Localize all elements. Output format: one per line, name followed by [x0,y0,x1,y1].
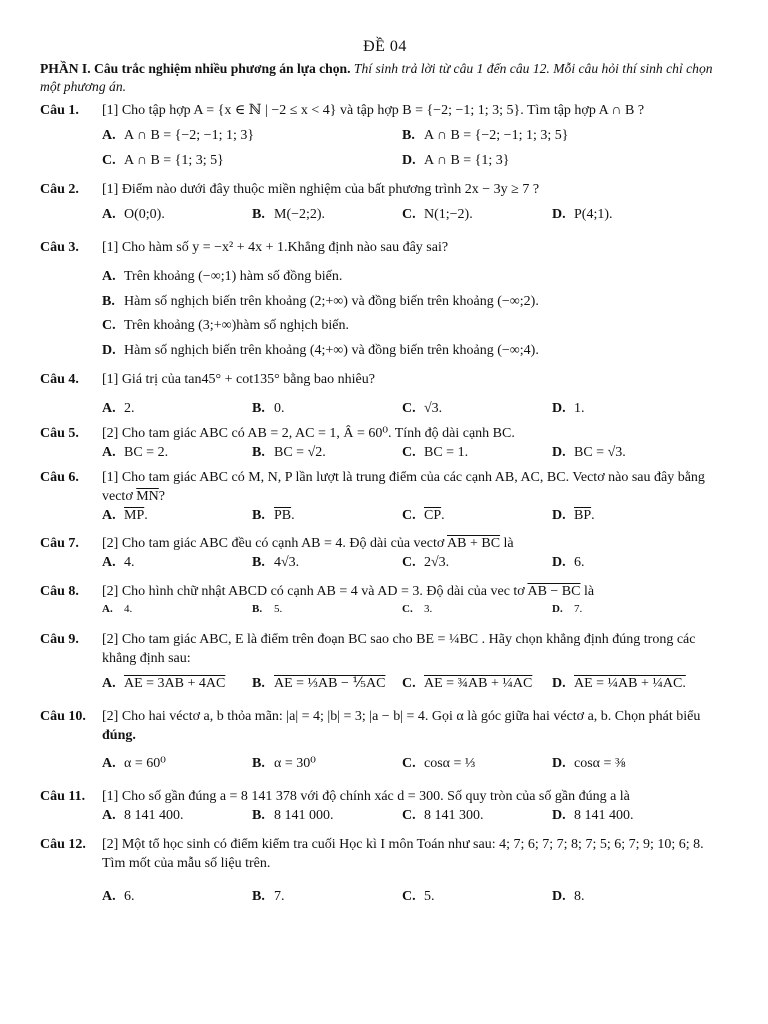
option-letter: C. [102,318,116,334]
option-c[interactable] [102,152,402,171]
option-letter: D. [552,206,566,222]
option-text: A ∩ B = {−2; −1; 1; 3} [124,128,255,144]
question-number: Câu 9. [40,631,79,647]
option-text: . [591,507,595,523]
option-letter: C. [402,555,416,571]
option-d[interactable] [552,554,702,573]
option-letter: D. [552,603,563,616]
option-d[interactable] [552,807,702,826]
option-text: 2√3. [424,555,450,571]
option-b[interactable] [402,127,702,146]
option-text: AE = ¼AB + ¼AC. [574,675,686,691]
option-a[interactable] [102,127,402,146]
option-c[interactable] [402,807,552,826]
option-d[interactable] [552,888,702,907]
option-letter: A. [102,206,116,222]
option-vector: $\overline{BP}$ [574,507,592,523]
question-11 [40,788,730,807]
option-letter: D. [552,756,566,772]
question-1 [40,102,730,121]
option-a[interactable] [102,602,252,617]
option-letter: D. [552,555,566,571]
question-number: Câu 7. [40,536,79,552]
question-text: [1] Cho hàm số y = −x² + 4x + 1.Khẳng định nào sau đây sai? [102,239,449,255]
option-b[interactable] [252,888,402,907]
question-number: Câu 11. [40,789,86,805]
option-c[interactable] [102,317,702,336]
option-d[interactable] [552,206,702,225]
option-c[interactable] [402,400,552,419]
options-row [102,342,730,361]
options-row [102,554,730,573]
option-letter: A. [102,675,116,691]
option-text: 8 141 000. [274,808,334,824]
option-text: √3. [424,401,443,417]
option-vector: $\overline{PB}$ [274,507,292,523]
question-text: [1] Cho tập hợp A = {x ∈ ℕ | −2 ≤ x < 4} và tập hợp B = {−2; −1; 1; 3; 5}. Tìm tập hợp A ∩ B ? [102,103,645,119]
option-letter: B. [252,603,263,616]
option-letter: C. [402,206,416,222]
option-letter: A. [102,507,116,523]
option-letter: C. [102,153,116,169]
option-text: BC = 2. [124,444,169,460]
option-letter: D. [552,444,566,460]
option-letter: D. [552,401,566,417]
question-end: là [503,536,514,552]
option-text: α = 30⁰ [274,756,316,772]
question-number: Câu 8. [40,584,79,600]
option-b[interactable] [252,554,402,573]
option-letter: B. [252,675,265,691]
option-letter: A. [102,128,116,144]
option-letter: C. [402,756,416,772]
question-text: [2] Cho tam giác ABC, E là điểm trên đoạn BC sao cho BE = ¼BC . Hãy chọn khẳng định đúng trong các khẳng định sau: [102,631,696,666]
question-9 [40,631,730,669]
options-row [102,807,730,826]
option-letter: C. [402,401,416,417]
option-letter: C. [402,507,416,523]
question-number: Câu 4. [40,372,79,388]
option-letter: C. [402,808,416,824]
options-row [102,444,730,463]
option-d[interactable] [552,755,702,774]
question-end: là [583,584,595,600]
option-text: 5. [274,603,283,616]
option-letter: C. [402,444,416,460]
question-text: [1] Cho số gần đúng a = 8 141 378 với độ chính xác d = 300. Số quy tròn của số gần đúng a là [102,789,630,805]
options-row [102,268,730,287]
option-letter: A. [102,808,116,824]
option-letter: D. [552,888,566,904]
option-c[interactable] [402,888,552,907]
option-b[interactable] [102,293,702,312]
option-a[interactable] [102,206,252,225]
option-b[interactable] [252,206,402,225]
option-d[interactable] [402,152,702,171]
options-row [102,602,730,617]
option-text: AE = 3AB + 4AC [124,675,226,691]
question-stem: [1] Cho tam giác ABC có M, N, P lần lượt là trung điểm của các cạnh AB, AC, BC. Vectơ nào sau đây bằng vectơ [102,469,705,504]
options-row [102,206,730,225]
option-letter: D. [552,808,566,824]
question-end: ? [158,488,166,504]
option-text: 8 141 300. [424,808,484,824]
option-vector: $\overline{CP}$ [424,507,442,523]
option-letter: A. [102,555,116,571]
option-letter: A. [102,268,116,284]
vector-label: AB − BC [527,584,581,600]
question-stem: [2] Cho hình chữ nhật ABCD có cạnh AB = 4 và AD = 3. Độ dài của vec tơ [102,584,525,600]
question-2 [40,181,730,200]
question-text: [2] Cho tam giác ABC có AB = 2, AC = 1, Â = 60⁰. Tính độ dài cạnh BC. [102,425,515,441]
question-6 [40,469,730,507]
option-letter: B. [252,507,265,523]
option-text: 6. [124,888,135,904]
question-emphasis: đúng. [102,727,136,743]
options-row [102,152,730,171]
question-3 [40,239,730,258]
option-text: 8 141 400. [124,808,184,824]
option-a[interactable] [102,444,252,463]
option-text: O(0;0). [124,206,165,222]
options-row [102,675,730,694]
option-text: 4. [124,603,133,616]
question-text: [2] Một tổ học sinh có điểm kiểm tra cuối Học kì I môn Toán như sau: 4; 7; 6; 7; 7; 8; 7; 5; 6; 7; 9; 10; 6; 8. Tìm mốt của mẫu số liệu trên. [102,837,704,871]
option-letter: B. [252,401,265,417]
option-letter: B. [252,444,265,460]
question-text [102,535,730,554]
option-b[interactable] [252,507,402,526]
option-c[interactable] [402,554,552,573]
option-a[interactable] [102,554,252,573]
option-text: Hàm số nghịch biến trên khoảng (2;+∞) và đồng biến trên khoảng (−∞;2). [124,293,539,309]
option-text: Trên khoảng (3;+∞)hàm số nghịch biến. [124,318,349,334]
option-text: α = 60⁰ [124,756,166,772]
option-text: 4√3. [274,555,300,571]
option-vector: $\overline{MP}$ [124,507,145,523]
question-number: Câu 10. [40,708,86,724]
option-c[interactable] [402,206,552,225]
option-text: P(4;1). [574,206,613,222]
option-text: AE = ¾AB + ¼AC [424,675,533,691]
option-letter: A. [102,888,116,904]
option-letter: B. [252,756,265,772]
option-letter: C. [402,675,416,691]
option-text: 7. [274,888,285,904]
option-text: . [291,507,295,523]
option-letter: B. [102,293,115,309]
section-intro [40,60,730,97]
option-letter: B. [252,888,265,904]
option-text: M(−2;2). [274,206,326,222]
options-row [102,755,730,774]
question-7 [40,535,730,554]
option-text: 5. [424,888,435,904]
option-c[interactable] [402,507,552,526]
question-text: [1] Giá trị của tan45° + cot135° bằng bao nhiêu? [102,372,375,388]
option-text: AE = ⅓AB − ⅕AC [274,675,386,691]
option-text: 6. [574,555,585,571]
option-d[interactable] [102,342,702,361]
option-letter: C. [402,603,413,616]
option-d[interactable] [552,675,702,694]
section-heading: PHẦN I. Câu trắc nghiệm nhiều phương án lựa chọn. [40,60,351,76]
option-a[interactable] [102,755,252,774]
option-text: 3. [424,603,433,616]
option-text: Trên khoảng (−∞;1) hàm số đồng biến. [124,268,343,284]
option-letter: B. [252,206,265,222]
option-c[interactable] [402,675,552,694]
option-text: 8 141 400. [574,808,634,824]
question-text: [1] Điểm nào dưới đây thuộc miền nghiệm của bất phương trình 2x − 3y ≥ 7 ? [102,181,540,197]
page-title: ĐỀ 04 [363,38,407,55]
option-letter: A. [102,756,116,772]
option-letter: D. [102,343,116,359]
option-letter: C. [402,888,416,904]
options-row [102,400,730,419]
option-d[interactable] [552,602,702,617]
option-text: Hàm số nghịch biến trên khoảng (4;+∞) và đồng biến trên khoảng (−∞;4). [124,343,539,359]
option-b[interactable] [252,444,402,463]
question-stem: [2] Cho hai véctơ a, b thỏa mãn: |a| = 4; |b| = 3; |a − b| = 4. Gọi α là góc giữa hai véctơ a, b. Chọn phát biểu [102,708,701,724]
option-letter: D. [552,507,566,523]
option-a[interactable] [102,807,252,826]
option-letter: B. [252,555,265,571]
option-text: 7. [574,603,583,616]
option-text: BC = √2. [274,444,326,460]
question-4 [40,371,730,390]
option-c[interactable] [402,444,552,463]
option-text: A ∩ B = {−2; −1; 1; 3; 5} [424,128,569,144]
question-8 [40,583,730,602]
option-text: cosα = ⅜ [574,756,626,772]
question-10 [40,708,730,746]
option-d[interactable] [552,444,702,463]
vector-label: $\overline{MN}$ [136,488,159,504]
question-number: Câu 5. [40,425,79,441]
question-text [102,469,730,507]
option-letter: A. [102,603,113,616]
question-12 [40,836,730,874]
option-a[interactable] [102,507,252,526]
option-d[interactable] [552,400,702,419]
option-letter: A. [102,444,116,460]
option-text: 4. [124,555,135,571]
option-text: BC = 1. [424,444,469,460]
options-row [102,127,730,146]
options-row [102,507,730,526]
option-text: A ∩ B = {1; 3; 5} [124,153,224,169]
question-5 [40,425,730,444]
option-text: 1. [574,401,585,417]
option-text: N(1;−2). [424,206,473,222]
option-b[interactable] [252,675,402,694]
question-text [102,583,730,602]
option-text: . [144,507,148,523]
option-letter: A. [102,401,116,417]
option-c[interactable] [402,755,552,774]
option-b[interactable] [252,602,402,617]
option-letter: B. [402,128,415,144]
option-b[interactable] [252,807,402,826]
question-text [102,708,730,746]
option-b[interactable] [252,755,402,774]
option-text: A ∩ B = {1; 3} [424,153,510,169]
option-a[interactable] [102,400,252,419]
option-c[interactable] [402,602,552,617]
option-a[interactable] [102,675,252,694]
option-letter: D. [552,675,566,691]
question-number: Câu 2. [40,181,79,197]
option-letter: D. [402,153,416,169]
question-stem: [2] Cho tam giác ABC đều có cạnh AB = 4. Độ dài của vectơ [102,536,445,552]
option-d[interactable] [552,507,702,526]
options-row [102,317,730,336]
option-text: . [441,507,445,523]
option-text: cosα = ⅓ [424,756,476,772]
option-b[interactable] [252,400,402,419]
option-text: 2. [124,401,135,417]
question-number: Câu 3. [40,239,79,255]
vector-label: AB + BC [447,536,501,552]
option-text: BC = √3. [574,444,626,460]
exam-page [40,36,730,907]
options-row [102,293,730,312]
section-instructions: Thí sinh trả lời từ câu 1 đến câu 12. Mỗi câu hỏi thí sinh chỉ chọn một phương án. [40,60,713,94]
options-row [102,888,730,907]
option-a[interactable] [102,268,702,287]
question-number: Câu 6. [40,469,79,485]
option-text: 8. [574,888,585,904]
question-number: Câu 12. [40,837,86,853]
option-text: 0. [274,401,285,417]
question-number: Câu 1. [40,103,79,119]
option-letter: B. [252,808,265,824]
option-a[interactable] [102,888,252,907]
